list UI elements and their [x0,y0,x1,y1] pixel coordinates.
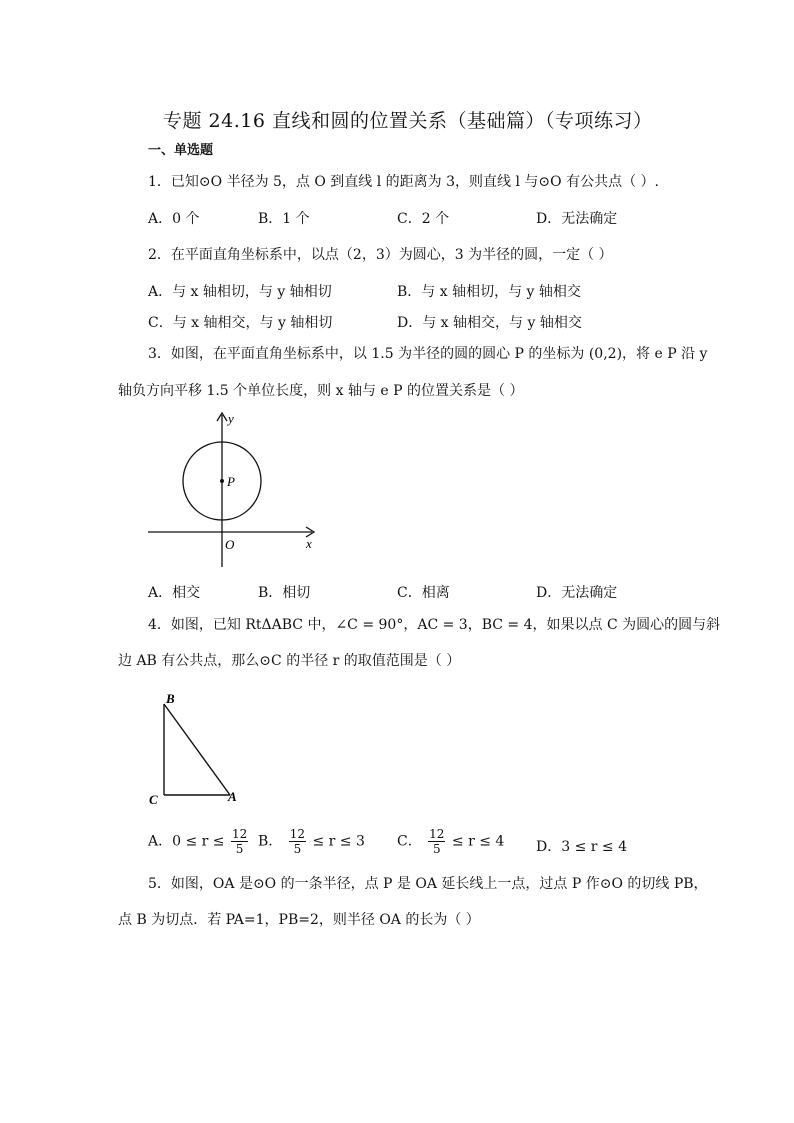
q2-option-b: B．与 x 轴相切，与 y 轴相交 [397,284,581,300]
q4-option-b-suffix: ≤ r ≤ 3 [312,833,365,850]
q4-option-d: D．3 ≤ r ≤ 4 [536,839,627,855]
q4-option-b-fraction [289,827,306,856]
q3-option-d: D．无法确定 [536,585,618,601]
q3-stem-line1: 3．如图，在平面直角坐标系中，以 1.5 为半径的圆的圆心 P 的坐标为 (0,2)，将 e P 沿 y [148,346,708,362]
q1-option-d: D．无法确定 [536,211,618,227]
q4-option-b [258,827,365,856]
q4-option-c-numerator: 12 [429,827,445,841]
q3-option-c: C．相离 [397,585,450,601]
q3-coordinate-figure [140,405,330,575]
q4-triangle-figure [140,688,250,808]
q5-stem-line1: 5．如图，OA 是⊙O 的一条半径，点 P 是 OA 延长线上一点，过点 P 作⊙O 的切线 PB， [148,876,708,892]
vertex-c-label: C [149,792,158,807]
origin-label: O [225,537,235,552]
q4-option-c-fraction [428,827,445,856]
q2-option-d: D．与 x 轴相交，与 y 轴相交 [397,315,582,331]
q1-option-c: C．2 个 [397,211,450,227]
vertex-a-label: A [228,789,237,804]
q4-option-c [397,827,504,856]
q2-stem: 2．在平面直角坐标系中，以点（2，3）为圆心，3 为半径的圆，一定（ ） [148,247,613,263]
center-p-dot [220,479,224,483]
section-heading: 一、单选题 [148,143,214,158]
q3-stem-line2: 轴负方向平移 1.5 个单位长度，则 x 轴与 e P 的位置关系是（ ） [118,383,524,399]
q3-option-a: A．相交 [148,585,201,601]
q4-option-b-denominator: 5 [293,842,302,856]
center-label: P [227,474,235,489]
q4-option-c-suffix: ≤ r ≤ 4 [451,833,505,850]
q4-option-a-prefix: A．0 ≤ r ≤ [148,833,225,850]
q5-stem-line2: 点 B 为切点．若 PA=1，PB=2，则半径 OA 的长为（ ） [118,912,480,928]
q4-option-a-denominator: 5 [235,842,244,856]
side-ab [164,704,230,795]
q4-option-a-numerator: 12 [231,827,248,841]
y-axis-label: y [228,411,234,426]
q4-stem-line2: 边 AB 有公共点，那么⊙C 的半径 r 的取值范围是（ ） [118,653,461,669]
q4-option-b-numerator: 12 [289,827,306,841]
q1-option-b: B．1 个 [258,211,310,227]
q1-stem: 1．已知⊙O 半径为 5，点 O 到直线 l 的距离为 3，则直线 l 与⊙O 有公共点（ ）. [148,174,659,190]
vertex-b-label: B [166,691,175,706]
q4-option-a [148,827,250,856]
page-title: 专题 24.16 直线和圆的位置关系（基础篇）（专项练习） [163,110,653,132]
q2-option-c: C．与 x 轴相交，与 y 轴相切 [148,315,333,331]
q3-option-b: B．相切 [258,585,311,601]
q4-option-c-prefix: C． [397,833,422,850]
q2-option-a: A．与 x 轴相切，与 y 轴相切 [148,284,332,300]
q4-option-b-prefix: B． [258,833,283,850]
q1-option-a: A．0 个 [148,211,200,227]
q4-option-c-denominator: 5 [432,842,441,856]
q4-option-a-fraction [231,827,248,856]
x-axis-label: x [306,536,312,551]
q4-stem-line1: 4．如图，已知 RtΔABC 中，∠C = 90°，AC = 3，BC = 4，如果以点 C 为圆心的圆与斜 [148,617,721,633]
